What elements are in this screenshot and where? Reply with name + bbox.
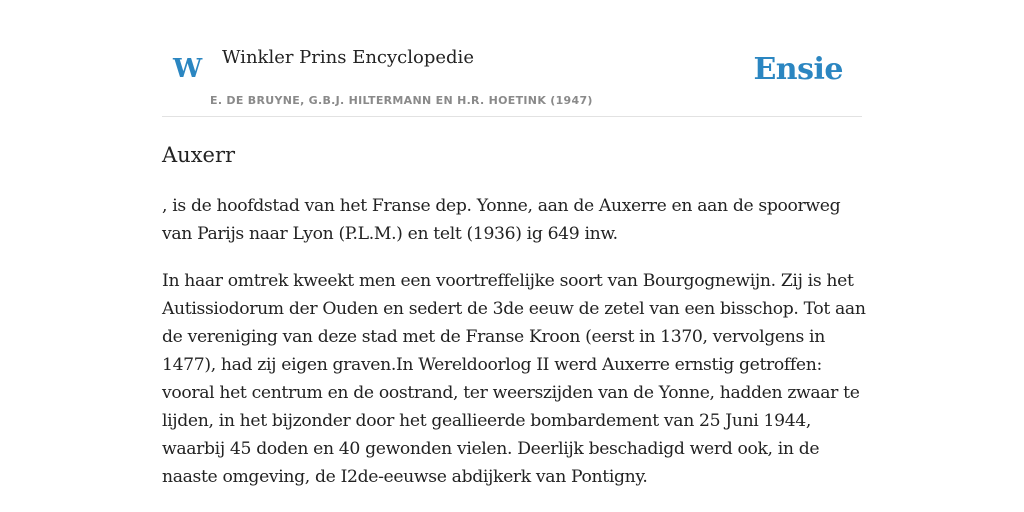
article-paragraph-1: , is de hoofdstad van het Franse dep. Yonne, aan de Auxerre en aan de spoorweg van Parijs naar Lyon (P.L.M.) en telt (1936) ig 649 inw. (162, 196, 841, 244)
ensie-logo[interactable]: Ensie (753, 52, 843, 87)
article-title: Auxerr (162, 143, 236, 167)
source-authors: E. DE BRUYNE, G.B.J. HILTERMANN EN H.R. HOETINK (1947) (210, 94, 593, 107)
page-header (162, 0, 862, 117)
source-title[interactable]: Winkler Prins Encyclopedie (222, 47, 474, 68)
winkler-prins-logo[interactable]: W (173, 54, 203, 84)
article-paragraph-2: In haar omtrek kweekt men een voortreffelijke soort van Bourgognewijn. Zij is het Autissiodorum der Ouden en sedert de 3de eeuw de zetel van een bisschop. Tot aan de vereniging van deze stad met de Franse Kroon (eerst in 1370, vervolgens in 1477), had zij eigen graven.In Wereldoorlog II werd Auxerre ernstig getroffen: vooral het centrum en de oostrand, ter weerszijden van de Yonne, hadden zwaar te lijden, in het bijzonder door het geallieerde bombardement van 25 Juni 1944, waarbij 45 doden en 40 gewonden vielen. Deerlijk beschadigd werd ook, in de naaste omgeving, de I2de-eeuwse abdijkerk van Pontigny. (162, 271, 866, 487)
